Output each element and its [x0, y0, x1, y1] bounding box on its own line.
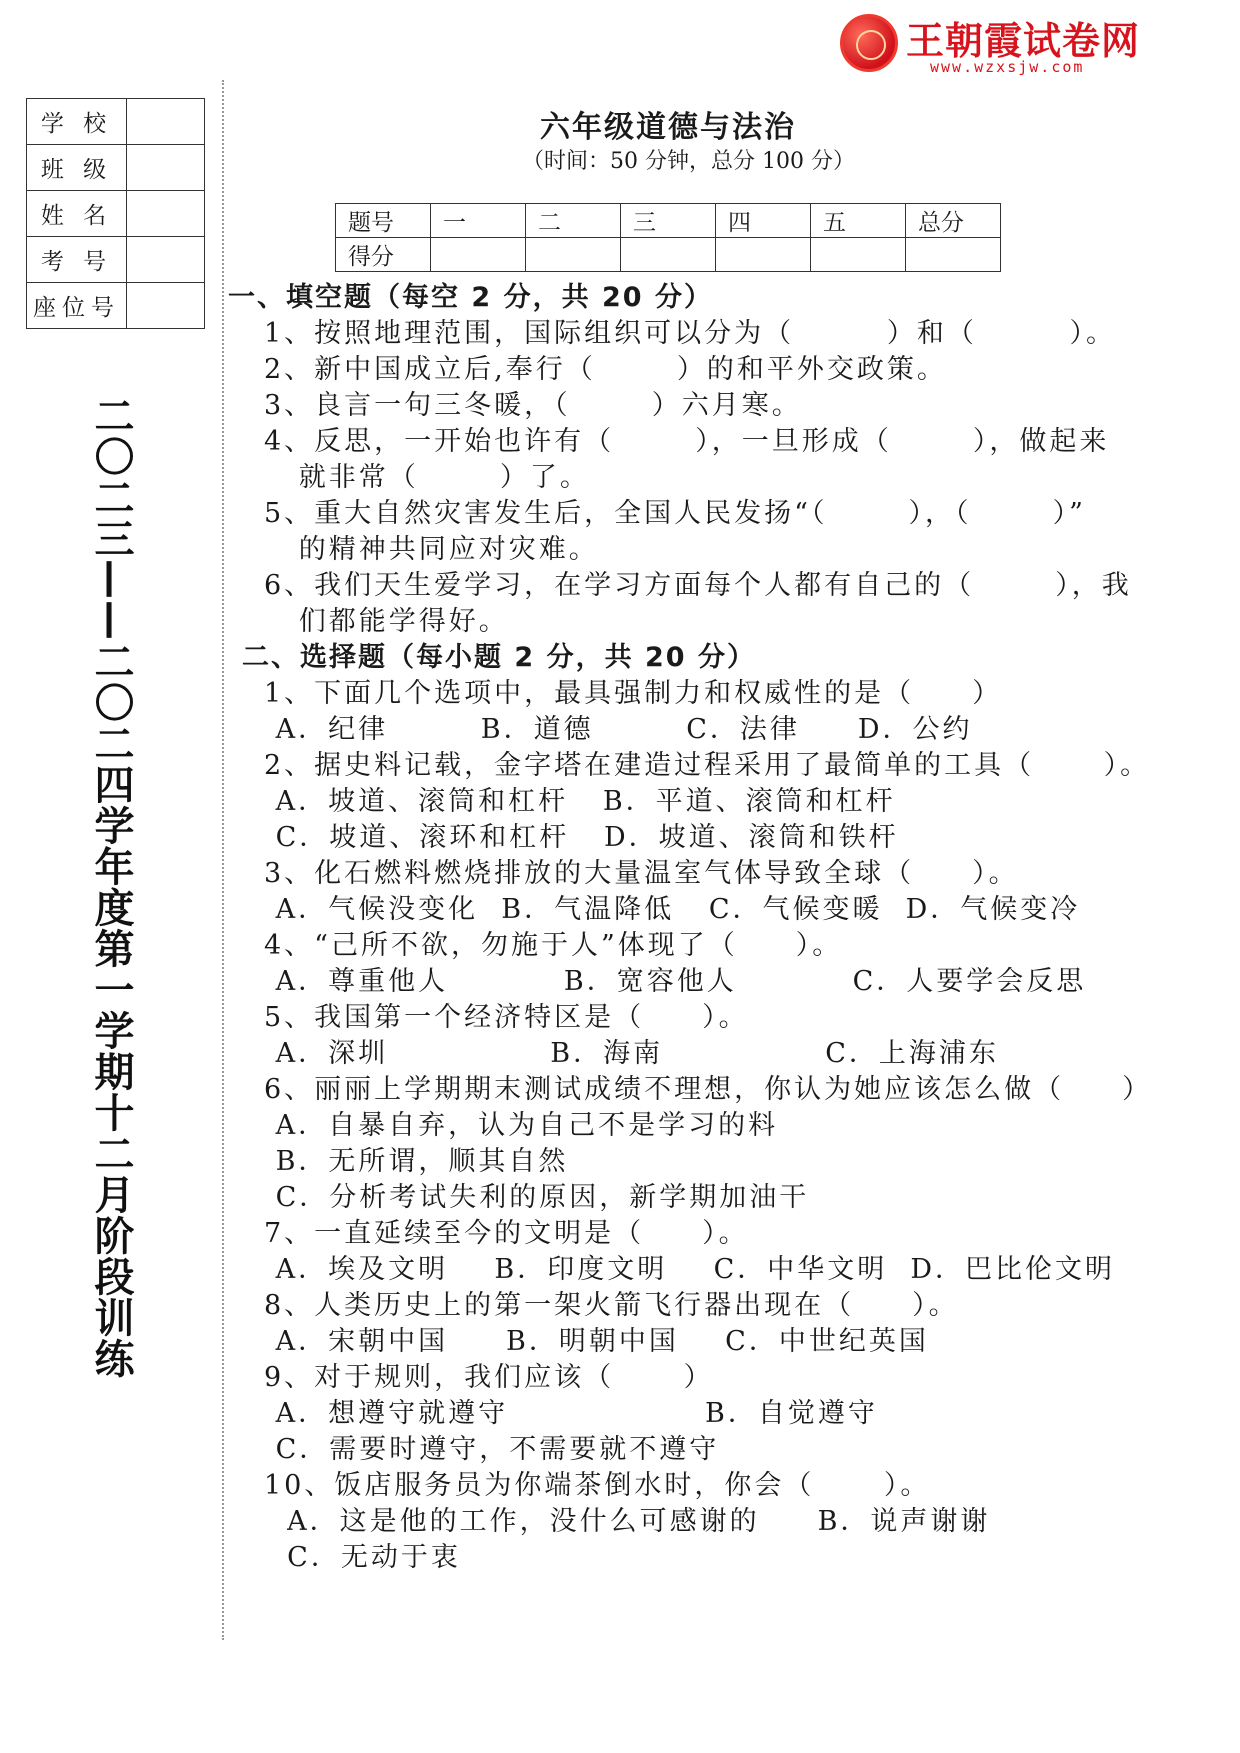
score-header-cell: 四	[716, 204, 811, 238]
question-line: 2、新中国成立后,奉行（ ）的和平外交政策。	[264, 354, 947, 385]
option-line: A．埃及文明 B．印度文明 C．中华文明 D．巴比伦文明	[264, 1254, 1116, 1285]
info-row-name	[27, 191, 205, 237]
info-label: 姓 名	[27, 191, 127, 237]
option-line: A．深圳 B．海南 C．上海浦东	[264, 1038, 999, 1069]
question-line: 们都能学得好。	[264, 606, 509, 637]
paper-subtitle: （时间：50 分钟，总分 100 分）	[522, 149, 855, 174]
option-line: A．自暴自弃，认为自己不是学习的料	[264, 1110, 779, 1141]
score-header-cell: 二	[526, 204, 621, 238]
score-header-cell: 题号	[336, 204, 431, 238]
score-header-row	[336, 204, 1001, 238]
option-line: A．尊重他人 B．宽容他人 C．人要学会反思	[264, 966, 1087, 997]
question-line: 6、我们天生爱学习，在学习方面每个人都有自己的（ ），我	[264, 570, 1132, 601]
question-line: 5、我国第一个经济特区是（ ）。	[264, 1002, 749, 1033]
info-field-name[interactable]	[127, 191, 205, 237]
question-line: 9、对于规则，我们应该（ ）	[264, 1362, 714, 1393]
question-line: 10、饭店服务员为你端茶倒水时，你会（ ）。	[264, 1470, 931, 1501]
option-line: C．坡道、滚环和杠杆 D．坡道、滚筒和铁杆	[264, 822, 899, 853]
info-field-class[interactable]	[127, 145, 205, 191]
score-header-cell: 一	[431, 204, 526, 238]
logo-seal-icon	[840, 14, 898, 72]
question-line: 3、良言一句三冬暖，（ ）六月寒。	[264, 390, 802, 421]
option-line: A．想遵守就遵守 B．自觉遵守	[264, 1398, 878, 1429]
section-heading-choice: 二、选择题（每小题 2 分，共 20 分）	[242, 642, 756, 673]
info-row-exam-number	[27, 237, 205, 283]
info-row-school	[27, 99, 205, 145]
info-label: 学 校	[27, 99, 127, 145]
score-cell[interactable]	[431, 238, 526, 272]
option-line: A．坡道、滚筒和杠杆 B．平道、滚筒和杠杆	[264, 786, 896, 817]
question-line: 1、下面几个选项中，最具强制力和权威性的是（ ）	[264, 678, 1003, 709]
score-cell[interactable]	[621, 238, 716, 272]
score-row-label: 得分	[336, 238, 431, 272]
option-line: C．分析考试失利的原因，新学期加油干	[264, 1182, 810, 1213]
info-field-exam-number[interactable]	[127, 237, 205, 283]
site-logo	[840, 10, 1170, 76]
option-line: A．宋朝中国 B．明朝中国 C．中世纪英国	[264, 1326, 929, 1357]
info-label: 考 号	[27, 237, 127, 283]
question-line: 2、据史料记载，金字塔在建造过程采用了最简单的工具（ ）。	[264, 750, 1151, 781]
question-line: 3、化石燃料燃烧排放的大量温室气体导致全球（ ）。	[264, 858, 1019, 889]
question-line: 4、“己所不欲，勿施于人”体现了（ ）。	[264, 930, 843, 961]
option-line: B．无所谓，顺其自然	[264, 1146, 569, 1177]
option-line: A．气候没变化 B．气温降低 C．气候变暖 D．气候变冷	[264, 894, 1081, 925]
option-line: A．这是他的工作，没什么可感谢的 B．说声谢谢	[264, 1506, 991, 1537]
score-cell[interactable]	[906, 238, 1001, 272]
binding-dotted-line	[222, 80, 224, 1640]
option-line: C．需要时遵守，不需要就不遵守	[264, 1434, 720, 1465]
score-cell[interactable]	[716, 238, 811, 272]
logo-title: 王朝霞试卷网	[906, 19, 1141, 63]
info-row-class	[27, 145, 205, 191]
score-header-cell: 五	[811, 204, 906, 238]
info-label: 班 级	[27, 145, 127, 191]
section-heading-fill: 一、填空题（每空 2 分，共 20 分）	[228, 282, 713, 313]
question-line: 就非常（ ）了。	[264, 462, 590, 493]
question-line: 8、人类历史上的第一架火箭飞行器出现在（ ）。	[264, 1290, 959, 1321]
score-cell[interactable]	[811, 238, 906, 272]
option-line: A．纪律 B．道德 C．法律 D．公约	[264, 714, 973, 745]
info-field-school[interactable]	[127, 99, 205, 145]
question-line: 的精神共同应对灾难。	[264, 534, 599, 565]
question-line: 6、丽丽上学期期末测试成绩不理想，你认为她应该怎么做（ ）	[264, 1074, 1153, 1105]
question-line: 1、按照地理范围，国际组织可以分为（ ）和（ ）。	[264, 318, 1116, 349]
option-line: C．无动于衷	[264, 1542, 461, 1573]
paper-title: 六年级道德与法治	[540, 110, 796, 145]
score-table	[335, 203, 1001, 272]
score-cell[interactable]	[526, 238, 621, 272]
student-info-table	[26, 98, 205, 329]
question-line: 5、重大自然灾害发生后，全国人民发扬“（ ），（ ）”	[264, 498, 1086, 529]
question-line: 4、反思，一开始也许有（ ），一旦形成（ ），做起来	[264, 426, 1110, 457]
question-line: 7、一直延续至今的文明是（ ）。	[264, 1218, 749, 1249]
info-label: 座位号	[27, 283, 127, 329]
logo-url: www.wzxsjw.com	[930, 58, 1085, 76]
score-value-row	[336, 238, 1001, 272]
info-field-seat[interactable]	[127, 283, 205, 329]
score-header-cell: 总分	[906, 204, 1001, 238]
score-header-cell: 三	[621, 204, 716, 238]
info-row-seat	[27, 283, 205, 329]
vertical-term-title: 二〇二三——二〇二四学年度第一学期十二月阶段训练	[88, 395, 134, 1379]
